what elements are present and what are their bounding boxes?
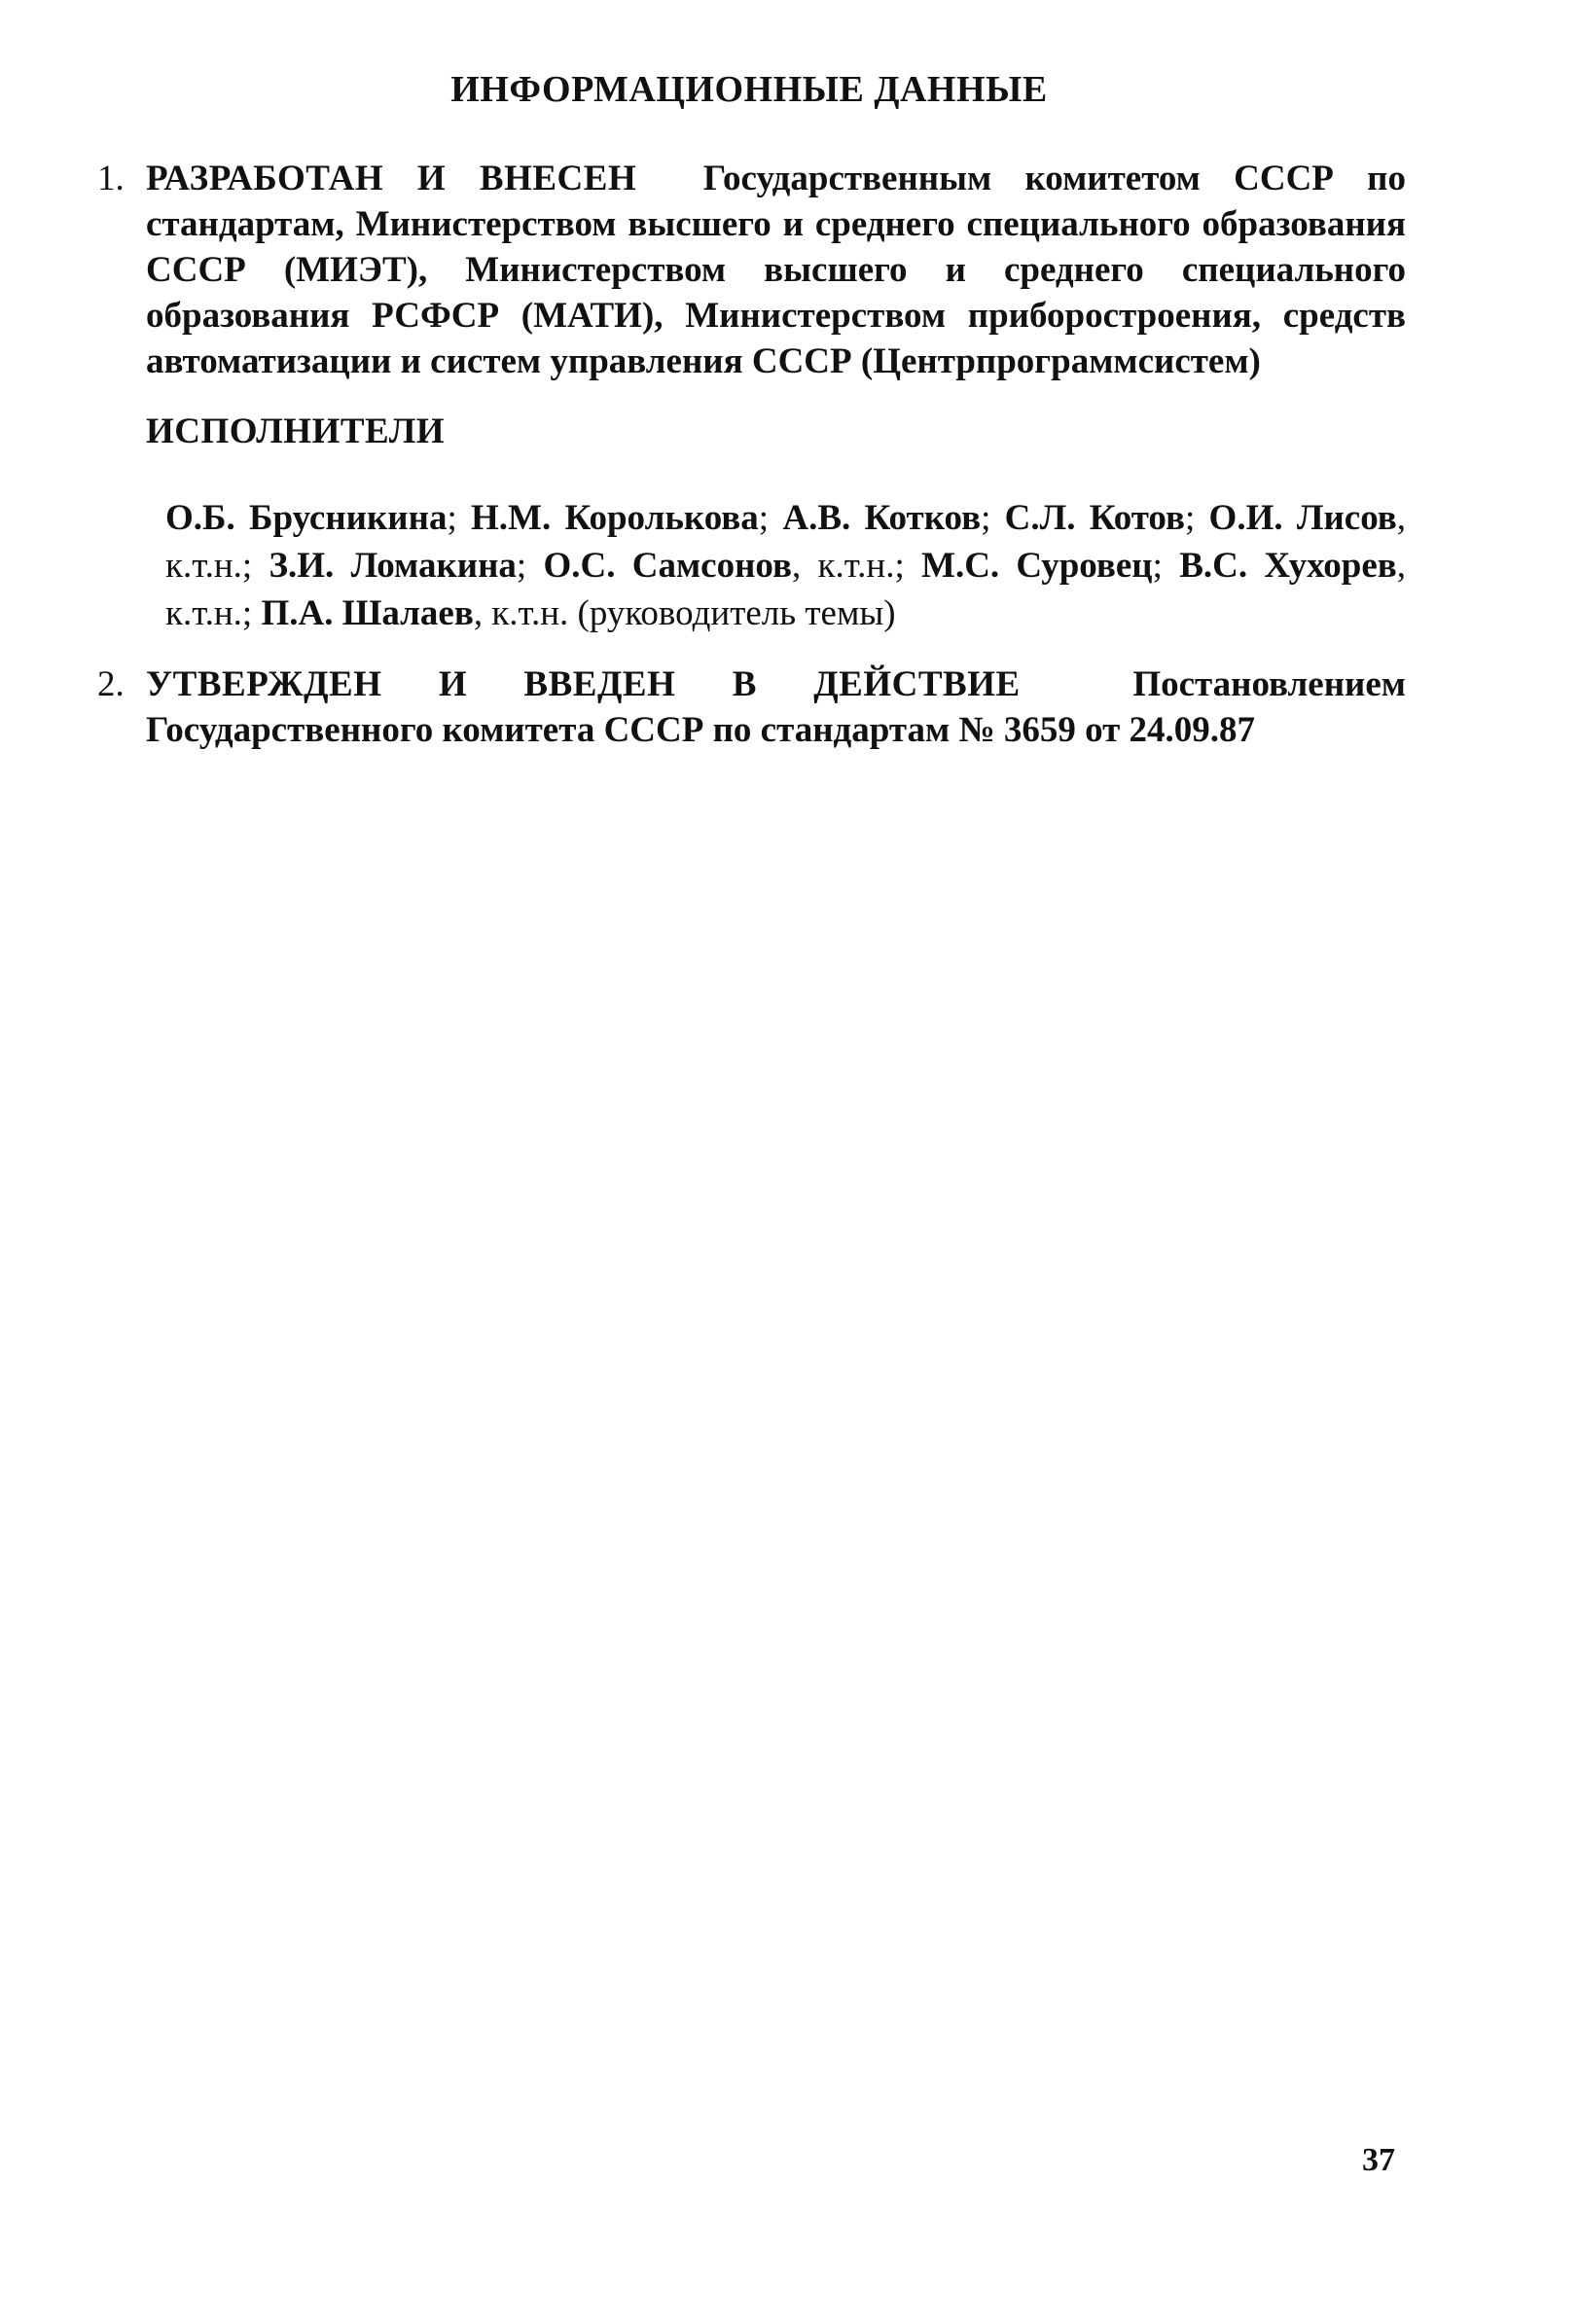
executor: П.А. Шалаев, к.т.н. [261, 593, 569, 633]
item-number: 2. [97, 664, 125, 704]
executor-separator: ; [516, 546, 527, 586]
executor-name: З.И. Ломакина [269, 546, 517, 586]
executor-degree: к.т.н. [817, 546, 895, 586]
info-item-2 [97, 661, 1406, 753]
executors-heading: ИСПОЛНИТЕЛИ [146, 411, 446, 451]
executor-separator: ; [447, 498, 457, 538]
item-text: Государственным комитетом СССР по стандартам, Министерством высшего и среднего специального образования СССР (МИЭТ), Министерством высшего и среднего специального образования РСФСР (МАТИ), Министерством приборостроения, средств автоматизации и систем управления СССР (Центрпрограммсистем) [146, 159, 1406, 381]
executor-name: А.В. Котков [782, 498, 982, 538]
item-heading: УТВЕРЖДЕН И ВВЕДЕН В ДЕЙСТВИЕ [146, 664, 1021, 704]
executor: О.С. Самсонов, к.т.н.; [543, 546, 905, 586]
executor-degree: к.т.н. [165, 546, 242, 586]
executor-separator: ; [241, 593, 253, 633]
executor-name: С.Л. Котов [1004, 498, 1185, 538]
item-heading: РАЗРАБОТАН И ВНЕСЕН [146, 159, 637, 198]
page-number: 37 [1362, 2142, 1395, 2178]
executors-list [165, 494, 1406, 637]
executor-name: М.С. Суровец [921, 546, 1153, 586]
executor-degree: к.т.н. [165, 593, 242, 633]
info-item-1 [97, 156, 1406, 384]
item-body [146, 661, 1406, 753]
executor-degree: к.т.н. [491, 593, 569, 633]
executor [921, 546, 1163, 586]
item-number: 1. [97, 159, 125, 198]
executor-separator: ; [1184, 498, 1196, 538]
page-title: ИНФОРМАЦИОННЫЕ ДАННЫЕ [450, 69, 1048, 110]
executor: О.И. Лисов, к.т.н.; [165, 498, 1407, 586]
executor: В.С. Хухорев, к.т.н.; [165, 546, 1406, 633]
executor-name: О.Б. Брусникина [165, 498, 448, 538]
item-body [146, 156, 1406, 384]
executor-separator: ; [1152, 546, 1163, 586]
executor-name: Н.М. Королькова [471, 498, 759, 538]
executor-role-note: (руководитель темы) [577, 593, 896, 633]
executor [165, 498, 457, 538]
executor [269, 546, 526, 586]
executor [782, 498, 990, 538]
item-text: Постановлением Государственного комитета СССР по стандартам № 3659 от 24.09.87 [146, 664, 1406, 750]
executor-name: В.С. Хухорев [1179, 546, 1397, 586]
executor-separator: ; [894, 546, 905, 586]
executor [1005, 498, 1196, 538]
executor [471, 498, 769, 538]
executor-name: П.А. Шалаев [261, 593, 474, 633]
executor-name: О.И. Лисов [1208, 498, 1397, 538]
executor-name: О.С. Самсонов [543, 546, 792, 586]
executor-separator: ; [241, 546, 253, 586]
executor-separator: ; [981, 498, 991, 538]
executor-separator: ; [758, 498, 770, 538]
